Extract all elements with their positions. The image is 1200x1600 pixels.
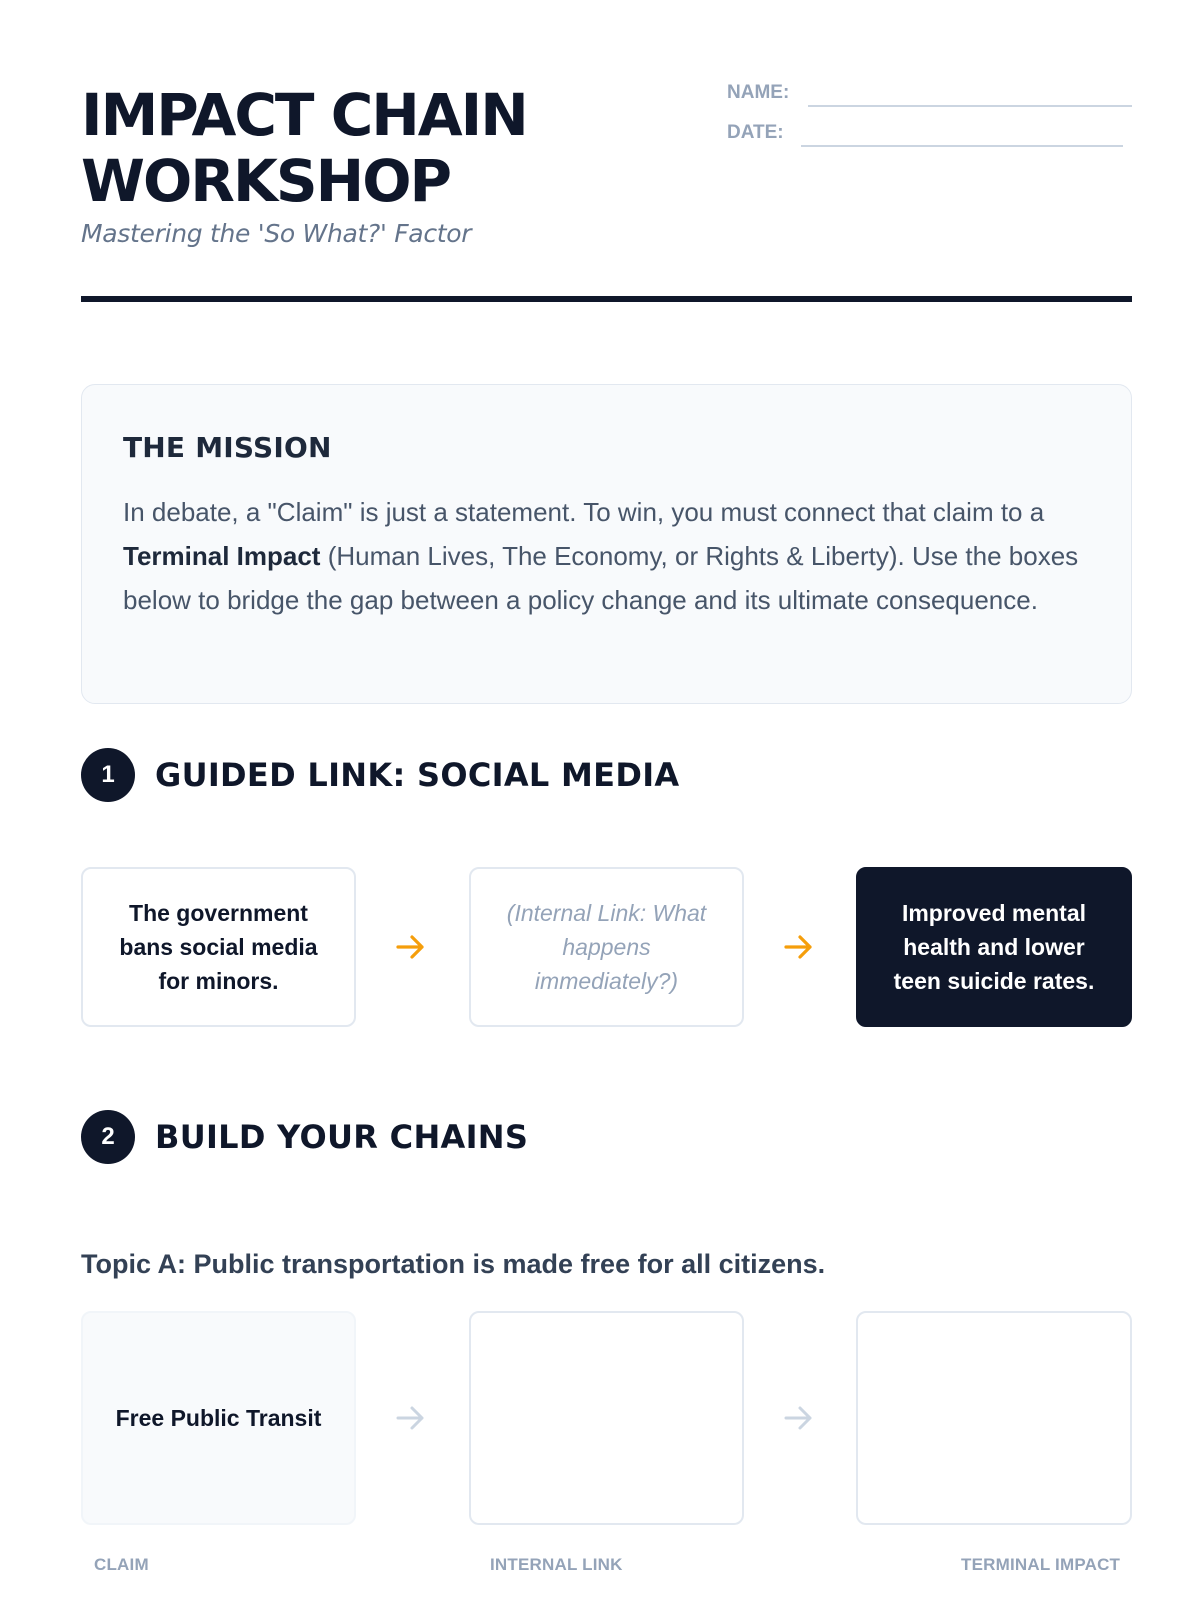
date-line[interactable] (801, 145, 1123, 147)
name-label: NAME: (727, 82, 790, 103)
arrow-right-icon (394, 930, 428, 964)
mission-box (81, 384, 1132, 704)
guided-claim-box (81, 867, 356, 1027)
section-1-title: GUIDED LINK: SOCIAL MEDIA (155, 756, 680, 794)
section-2-title: BUILD YOUR CHAINS (155, 1118, 529, 1156)
student-fields (727, 82, 1132, 162)
internal-link-placeholder: (Internal Link: What happens immediately?) (506, 900, 707, 994)
internal-link-column-label: INTERNAL LINK (490, 1555, 623, 1574)
header-divider (81, 296, 1132, 302)
section-2-header (81, 1110, 1132, 1166)
topic-a-terminal-impact-box[interactable] (856, 1311, 1132, 1525)
topic-a-claim-text: Free Public Transit (115, 1405, 322, 1431)
mission-heading: THE MISSION (123, 431, 332, 464)
terminal-impact-text: Improved mental health and lower teen suicide rates. (893, 900, 1095, 994)
title-line-2: WORKSHOP (81, 147, 451, 215)
worksheet-page (81, 0, 1132, 1600)
arrow-right-icon (394, 1401, 428, 1435)
mission-text-start: In debate, a "Claim" is just a statement. To win, you must connect that claim to a (123, 497, 1045, 527)
date-field[interactable] (727, 122, 1132, 162)
section-2-badge: 2 (81, 1110, 135, 1164)
guided-claim-text: The government bans social media for minors. (119, 900, 318, 994)
header (81, 82, 1132, 302)
name-field[interactable] (727, 82, 1132, 122)
claim-column-label: CLAIM (94, 1555, 149, 1574)
section-1-header (81, 748, 1132, 804)
mission-text-end: (Human Lives, The Economy, or Rights & Liberty). Use the boxes below to bridge the gap between a policy change and its ultimate consequence. (123, 541, 1079, 615)
section-1-badge: 1 (81, 748, 135, 802)
page-title (81, 82, 641, 214)
mission-text (123, 490, 1091, 622)
arrow-right-icon (782, 930, 816, 964)
topic-a-claim-box (81, 1311, 356, 1525)
date-label: DATE: (727, 122, 784, 143)
title-line-1: IMPACT CHAIN (81, 81, 527, 149)
guided-internal-link-box[interactable] (469, 867, 744, 1027)
arrow-right-icon (782, 1401, 816, 1435)
mission-text-bold: Terminal Impact (123, 541, 321, 571)
page-subtitle: Mastering the 'So What?' Factor (81, 219, 472, 248)
name-line[interactable] (808, 105, 1132, 107)
topic-a-internal-link-box[interactable] (469, 1311, 744, 1525)
terminal-impact-column-label: TERMINAL IMPACT (961, 1555, 1121, 1574)
guided-terminal-impact-box (856, 867, 1132, 1027)
topic-a-prompt: Topic A: Public transportation is made free for all citizens. (81, 1249, 826, 1279)
